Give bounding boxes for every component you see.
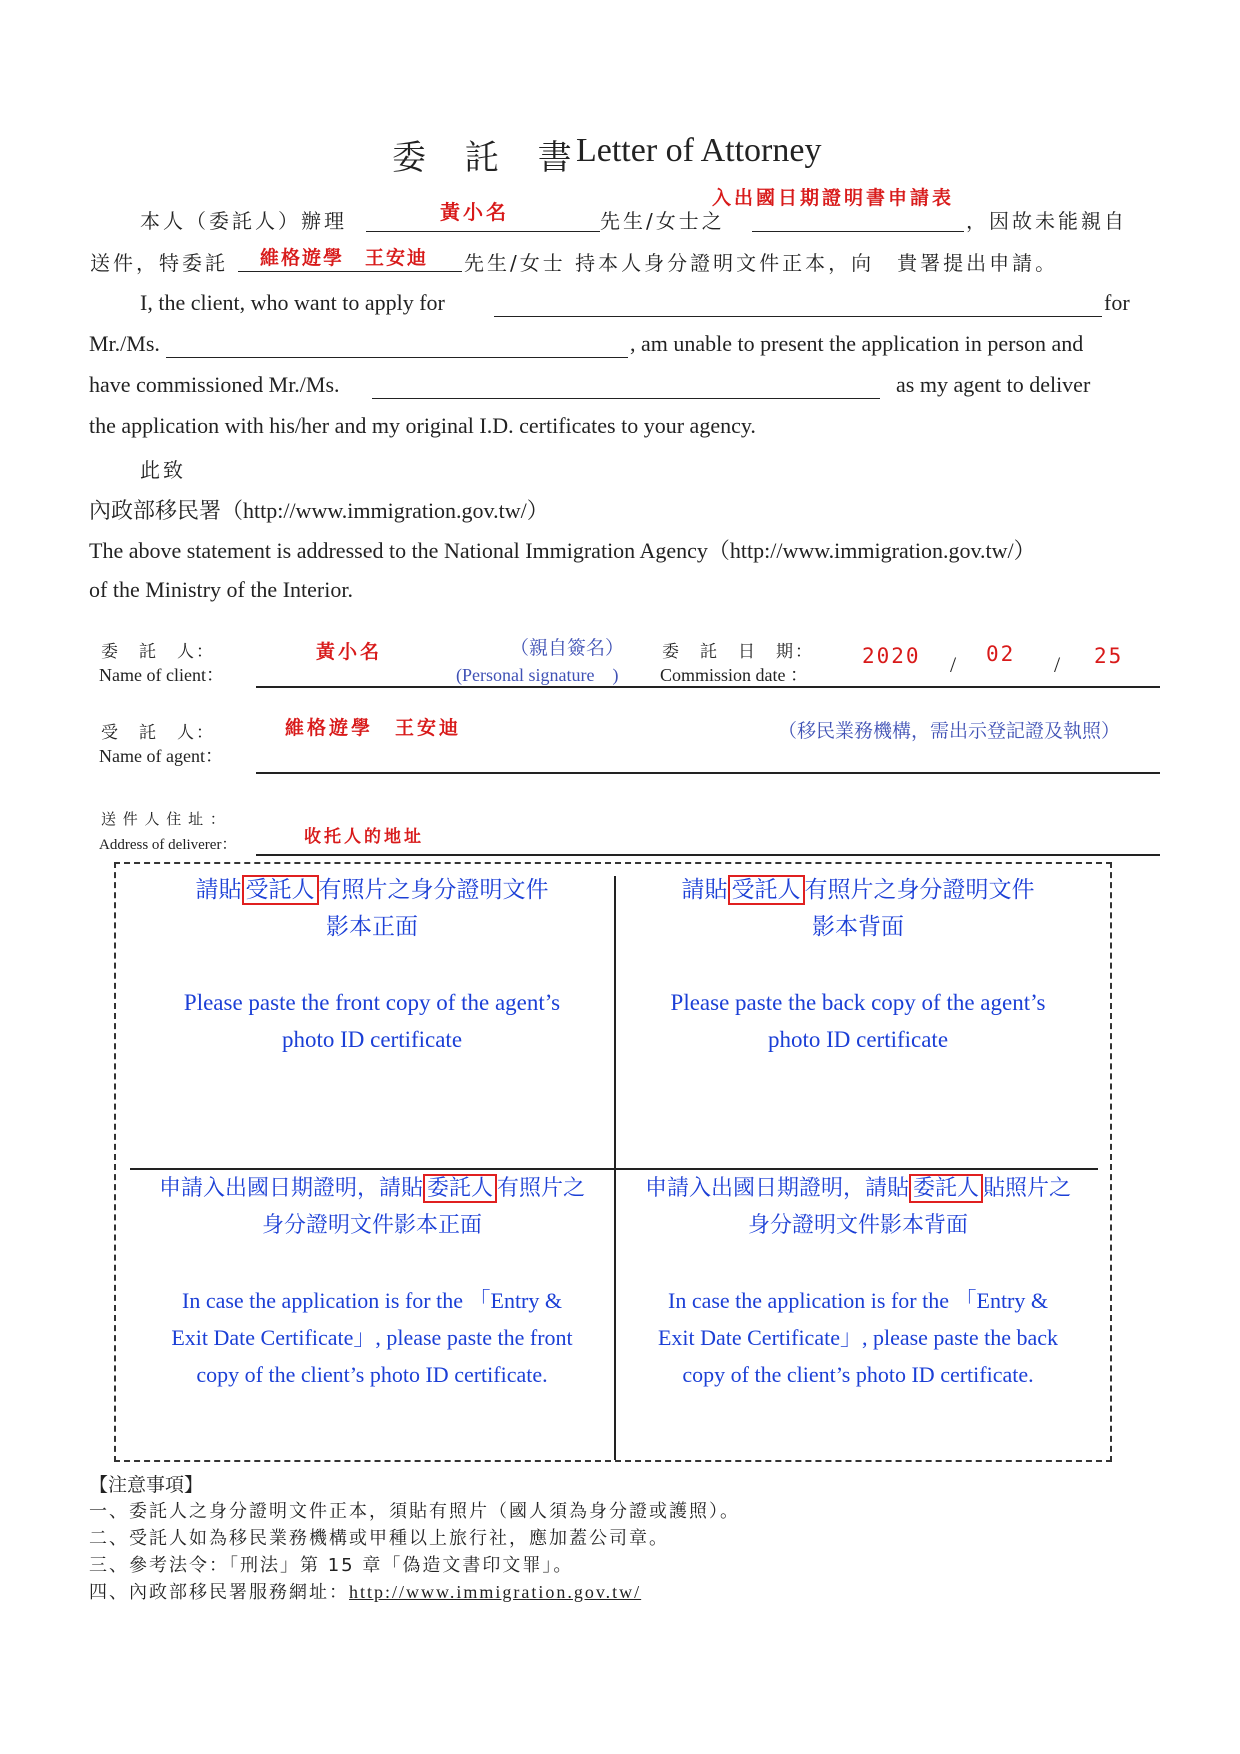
en-statement-l1-start: I, the client, who want to apply for — [140, 290, 445, 315]
filled-client-name: 黃小名 — [440, 200, 509, 224]
tr-en1: Please paste the back copy of the agent’s — [670, 990, 1046, 1015]
filled-purpose: 入出國日期證明書申請表 — [712, 187, 955, 209]
paste-cell-client-front — [130, 1170, 614, 1393]
bl-en2: Exit Date Certificate」, please paste the front — [171, 1325, 573, 1350]
tl-post: 有照片之身分證明文件 — [318, 877, 549, 903]
signature-note-zh: （親自簽名） — [510, 638, 625, 659]
address-label-zh: 送 件 人 住 址 ： — [101, 810, 226, 828]
note-4 — [89, 1578, 641, 1604]
note-1: 一、委託人之身分證明文件正本，須貼有照片（國人須為身分證或護照）。 — [89, 1501, 740, 1522]
filled-agent-name-top: 維格遊學 王安迪 — [260, 247, 429, 269]
note-2: 二、受託人如為移民業務機構或甲種以上旅行社，應加蓋公司章。 — [89, 1528, 669, 1549]
client-row-line — [256, 686, 1160, 688]
date-day: 25 — [1094, 644, 1124, 668]
bl-en1: In case the application is for the 「Entry & — [182, 1288, 562, 1313]
closing-to: 此致 — [140, 458, 186, 482]
zh-statement-line2-end: 先生/女士 持本人身分證明文件正本，向 貴署提出申請。 — [464, 251, 1059, 275]
en-statement-l3-end: as my agent to deliver — [896, 372, 1091, 397]
title-en: Letter of Attorney — [576, 132, 822, 169]
en-apply-line — [494, 292, 1102, 317]
br-post: 貼照片之 — [983, 1176, 1072, 1201]
agency-zh: 內政部移民署（http://www.immigration.gov.tw/） — [89, 498, 549, 523]
en-statement-l2-end: , am unable to present the application in person and — [630, 331, 1084, 356]
tl-pre: 請貼 — [195, 877, 242, 903]
date-month: 02 — [986, 642, 1016, 666]
paste-cell-agent-front — [130, 872, 614, 1058]
en-statement-l3-start: have commissioned Mr./Ms. — [89, 372, 340, 397]
tl-en1: Please paste the front copy of the agent’s — [183, 990, 561, 1015]
title-cjk: 委 託 書 — [392, 138, 586, 178]
filled-address: 收托人的地址 — [304, 827, 424, 847]
tl-line2: 影本正面 — [326, 914, 418, 940]
br-en1: In case the application is for the 「Entry & — [668, 1288, 1048, 1313]
note-4-prefix: 四、內政部移民署服務網址： — [89, 1582, 349, 1603]
br-highlight: 委託人 — [909, 1174, 983, 1203]
notes-heading: 【注意事項】 — [89, 1474, 204, 1496]
note-3: 三、參考法令：「刑法」第 15 章「偽造文書印文罪」。 — [89, 1555, 574, 1576]
tr-highlight: 受託人 — [728, 875, 805, 905]
date-label-en: Commission date ： — [660, 665, 808, 685]
br-line2: 身分證明文件影本背面 — [747, 1213, 968, 1238]
tr-post: 有照片之身分證明文件 — [804, 877, 1035, 903]
agent-row-line — [256, 772, 1160, 774]
date-year: 2020 — [862, 644, 921, 668]
br-en2: Exit Date Certificate」, please paste the back — [657, 1325, 1059, 1350]
date-sep-1: / — [950, 652, 957, 677]
bl-highlight: 委託人 — [423, 1174, 497, 1203]
agent-label-zh: 受 託 人： — [101, 723, 215, 743]
bl-post: 有照片之 — [497, 1176, 586, 1201]
zh-statement-end: ，因故未能親自 — [966, 209, 1127, 233]
client-label-zh: 委 託 人： — [101, 642, 215, 662]
address-row-line — [256, 854, 1160, 856]
date-sep-2: / — [1054, 652, 1061, 677]
zh-statement-start: 本人（委託人）辦理 — [140, 209, 347, 233]
tl-highlight: 受託人 — [242, 875, 319, 905]
agent-note: （移民業務機構，需出示登記證及執照） — [778, 721, 1121, 742]
en-statement-l4: the application with his/her and my original I.D. certificates to your agency. — [89, 413, 756, 438]
en-statement-l1-end: for — [1104, 290, 1130, 315]
bl-pre: 申請入出國日期證明，請貼 — [158, 1176, 423, 1201]
en-statement-l2-start: Mr./Ms. — [89, 331, 160, 356]
client-label-en: Name of client： — [99, 665, 224, 685]
bl-en3: copy of the client’s photo ID certificate. — [196, 1362, 548, 1387]
agency-en-1: The above statement is addressed to the National Immigration Agency（http://www.immigration.gov.tw/） — [89, 538, 1036, 563]
address-label-en: Address of deliverer： — [99, 837, 237, 853]
zh-statement-mid: 先生/女士之 — [600, 209, 725, 233]
paste-cell-client-back — [616, 1170, 1100, 1393]
agency-en-2: of the Ministry of the Interior. — [89, 577, 353, 602]
zh-statement-line2-start: 送件，特委託 — [90, 251, 228, 275]
en-agent-line — [372, 374, 880, 399]
filled-agent-name: 維格遊學 王安迪 — [285, 717, 462, 739]
tl-en2: photo ID certificate — [281, 1027, 463, 1052]
br-pre: 申請入出國日期證明，請貼 — [644, 1176, 909, 1201]
en-client-line — [166, 333, 628, 358]
immigration-website-link[interactable]: http://www.immigration.gov.tw/ — [349, 1582, 642, 1602]
tr-pre: 請貼 — [681, 877, 728, 903]
tr-en2: photo ID certificate — [767, 1027, 949, 1052]
signature-note-en: (Personal signature ) — [456, 665, 619, 685]
br-en3: copy of the client’s photo ID certificate. — [682, 1362, 1034, 1387]
agent-label-en: Name of agent： — [99, 746, 223, 766]
paste-cell-agent-back — [616, 872, 1100, 1058]
filled-client-signature: 黃小名 — [316, 641, 383, 663]
tr-line2: 影本背面 — [812, 914, 904, 940]
date-label-zh: 委 託 日 期： — [662, 642, 814, 662]
bl-line2: 身分證明文件影本正面 — [261, 1213, 482, 1238]
